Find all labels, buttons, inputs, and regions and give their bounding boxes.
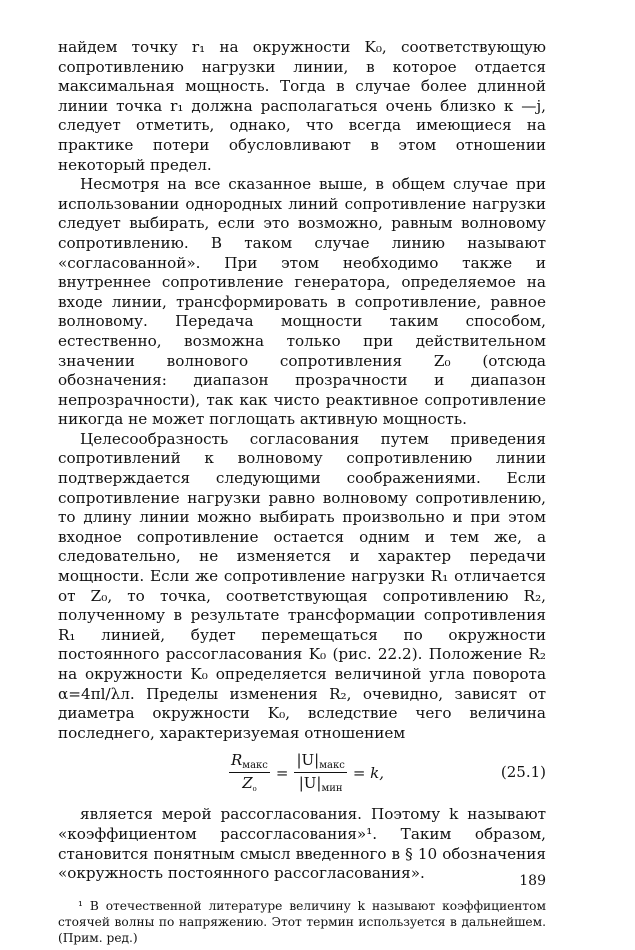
formula [226,751,387,794]
page-number: 189 [519,873,546,889]
z-sub: ₀ [252,783,257,795]
paragraph-4: является мерой рассогласования. Поэтому k называют «коэффициентом рассогласования»¹. Таким образом, становится понятным смысл введенного в § 10 обозначения «окружность постоянного рассогласования». [58,805,546,883]
fraction-resistance [229,751,270,794]
equation-number: (25.1) [500,763,546,782]
paragraph-2: Несмотря на все сказанное выше, в общем случае при использовании однородных линий сопротивление нагрузки следует выбирать, если это возможно, равным волновому сопротивлению. В таком случае линию называют «согласованной». При этом необходимо также и внутреннее сопротивление генератора, определяемое на входе линии, трансформировать в сопротивление, равное волновому. Передача мощности таким способом, естественно, возможна только при действительном значении волнового сопротивления Z₀ (отсюда обозначения: диапазон прозрачности и диапазон непрозрачности), так как чисто реактивное сопротивление никогда не может поглощать активную мощность. [58,175,546,429]
z-symbol: Z [242,774,253,793]
paragraph-3: Целесообразность согласования путем приведения сопротивлений к волновому сопротивлению линии подтверждается следующими соображениями. Если сопротивление нагрузки равно волновому сопротивлению, то длину линии можно выбирать произвольно и при этом входное сопротивление остается одним и тем же, а следовательно, не изменяется и характер передачи мощности. Если же сопротивление нагрузки R₁ отличается от Z₀, то точка, соответствующая сопротивлению R₂, полученному в результате трансформации сопротивления R₁ линией, будет перемещаться по окружности постоянного рассогласования K₀ (рис. 22.2). Положение R₂ на окружности K₀ определяется величиной угла поворота α=4πl/λл. Пределы изменения R₂, очевидно, зависят от диаметра окружности K₀, вследствие чего величина последнего, характеризуемая отношением [58,429,546,742]
footnote: ¹ В отечественной литературе величину k называют коэффициентом стоячей волны по напряжению. Этот термин используется в дальнейшем. (Прим. ред.) [58,898,546,945]
equation-25-1 [58,747,546,803]
u-min-symbol: |U| [298,774,322,793]
r-max-symbol: R [231,751,243,770]
u-max-sub: макс [319,760,345,772]
page-content [58,38,546,946]
fraction-voltage [294,751,346,794]
formula-result: = k, [352,763,385,782]
r-max-sub: макс [242,760,268,772]
u-min-sub: мин [321,783,343,795]
paragraph-1: найдем точку r₁ на окружности K₀, соответствующую сопротивлению нагрузки линии, в которое отдается максимальная мощность. Тогда в случае более длинной линии точка r₁ должна располагаться очень близко к —j, следует отметить, однако, что всегда имеющиеся на практике потери обусловливают в этом отношении некоторый предел. [58,38,546,174]
u-max-symbol: |U| [296,751,320,770]
equals-sign: = [275,763,289,782]
